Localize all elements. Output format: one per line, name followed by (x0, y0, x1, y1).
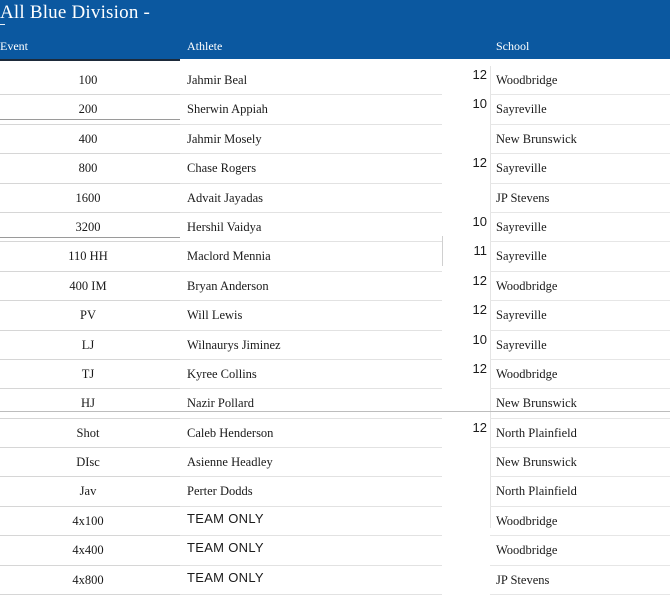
school-cell: Sayreville (496, 219, 547, 234)
table-row (0, 213, 670, 242)
event-cell: Shot (76, 425, 100, 440)
school-cell: JP Stevens (496, 572, 550, 587)
grade-cell: 12 (472, 67, 487, 82)
grade-cell: 11 (473, 243, 487, 259)
grade-cell: 10 (472, 96, 487, 112)
table-row (0, 301, 670, 330)
school-cell: Woodbridge (496, 543, 558, 558)
grade-cell: 12 (472, 272, 487, 288)
table-row (0, 507, 670, 536)
school-cell: Sayreville (496, 249, 547, 264)
school-cell: North Plainfield (496, 484, 577, 499)
table-row (0, 448, 670, 477)
table-row (0, 389, 670, 418)
event-cell: 800 (78, 161, 98, 176)
header-event: Event (0, 39, 28, 53)
athlete-cell: Jahmir Beal (187, 73, 248, 87)
athlete-cell: Caleb Henderson (187, 425, 274, 440)
event-cell: 100 (78, 73, 98, 87)
event-cell: DIsc (76, 455, 100, 470)
division-title: All Blue Division - (0, 2, 150, 23)
event-cell: 4x400 (72, 543, 104, 558)
event-cell: 4x100 (72, 513, 104, 528)
athlete-cell: Perter Dodds (187, 484, 253, 499)
school-cell: New Brunswick (496, 396, 577, 411)
table-row (0, 66, 670, 95)
event-cell: 400 IM (69, 278, 107, 293)
school-cell: JP Stevens (496, 190, 550, 205)
event-cell: HJ (81, 396, 95, 411)
event-cell: TJ (81, 366, 95, 381)
table-row (0, 536, 670, 565)
event-cell: 3200 (75, 219, 101, 234)
table-body (0, 66, 670, 595)
athlete-cell: Jahmir Mosely (187, 131, 262, 146)
header-underline (0, 59, 180, 61)
table-row (0, 95, 670, 124)
event-cell: 1600 (75, 190, 101, 205)
school-cell: New Brunswick (496, 131, 577, 146)
school-cell: Sayreville (496, 102, 547, 117)
table-header (0, 34, 670, 59)
athlete-cell: Advait Jayadas (187, 190, 264, 205)
header-school: School (496, 39, 530, 53)
grade-cell: 10 (472, 331, 487, 347)
athlete-cell: Asienne Headley (187, 455, 273, 470)
table-row (0, 272, 670, 301)
event-cell: 4x800 (72, 572, 104, 587)
school-cell: Woodbridge (496, 73, 558, 87)
grade-cell: 12 (472, 419, 487, 435)
athlete-cell: Sherwin Appiah (187, 102, 268, 117)
table-row (0, 360, 670, 389)
table-row (0, 184, 670, 213)
school-cell: New Brunswick (496, 455, 577, 470)
athlete-cell: Kyree Collins (187, 366, 257, 381)
athlete-cell: Hershil Vaidya (187, 219, 262, 234)
school-cell: North Plainfield (496, 425, 577, 440)
event-cell: LJ (81, 337, 95, 352)
event-cell: 110 HH (68, 249, 108, 264)
table-row (0, 154, 670, 183)
grade-cell: 10 (472, 213, 487, 229)
title-dash (0, 24, 5, 25)
grade-cell: 12 (472, 155, 487, 171)
school-cell: Sayreville (496, 161, 547, 176)
athlete-cell: TEAM ONLY (187, 540, 264, 556)
grade-cell: 12 (472, 302, 487, 318)
athlete-cell: TEAM ONLY (187, 510, 264, 526)
athlete-cell: Maclord Mennia (187, 249, 271, 264)
header-athlete: Athlete (187, 39, 223, 53)
table-row (0, 477, 670, 506)
school-cell: Sayreville (496, 308, 547, 323)
table-row (0, 419, 670, 448)
athlete-cell: Nazir Pollard (187, 396, 254, 411)
event-cell: Jav (79, 484, 97, 499)
school-cell: Woodbridge (496, 366, 558, 381)
athlete-cell: TEAM ONLY (187, 569, 264, 585)
athlete-cell: Chase Rogers (187, 161, 257, 176)
table-row (0, 566, 670, 595)
title-bar (0, 0, 670, 34)
event-cell: 200 (78, 102, 98, 117)
athlete-cell: Bryan Anderson (187, 278, 269, 293)
athlete-cell: Will Lewis (187, 308, 243, 323)
table-row (0, 242, 670, 271)
grade-cell: 12 (472, 360, 487, 376)
athlete-cell: Wilnaurys Jiminez (187, 337, 281, 352)
school-cell: Woodbridge (496, 513, 558, 528)
event-cell: 400 (78, 131, 98, 146)
table-row (0, 331, 670, 360)
table-row (0, 125, 670, 154)
school-cell: Sayreville (496, 337, 547, 352)
school-cell: Woodbridge (496, 278, 558, 293)
event-cell: PV (80, 308, 96, 323)
